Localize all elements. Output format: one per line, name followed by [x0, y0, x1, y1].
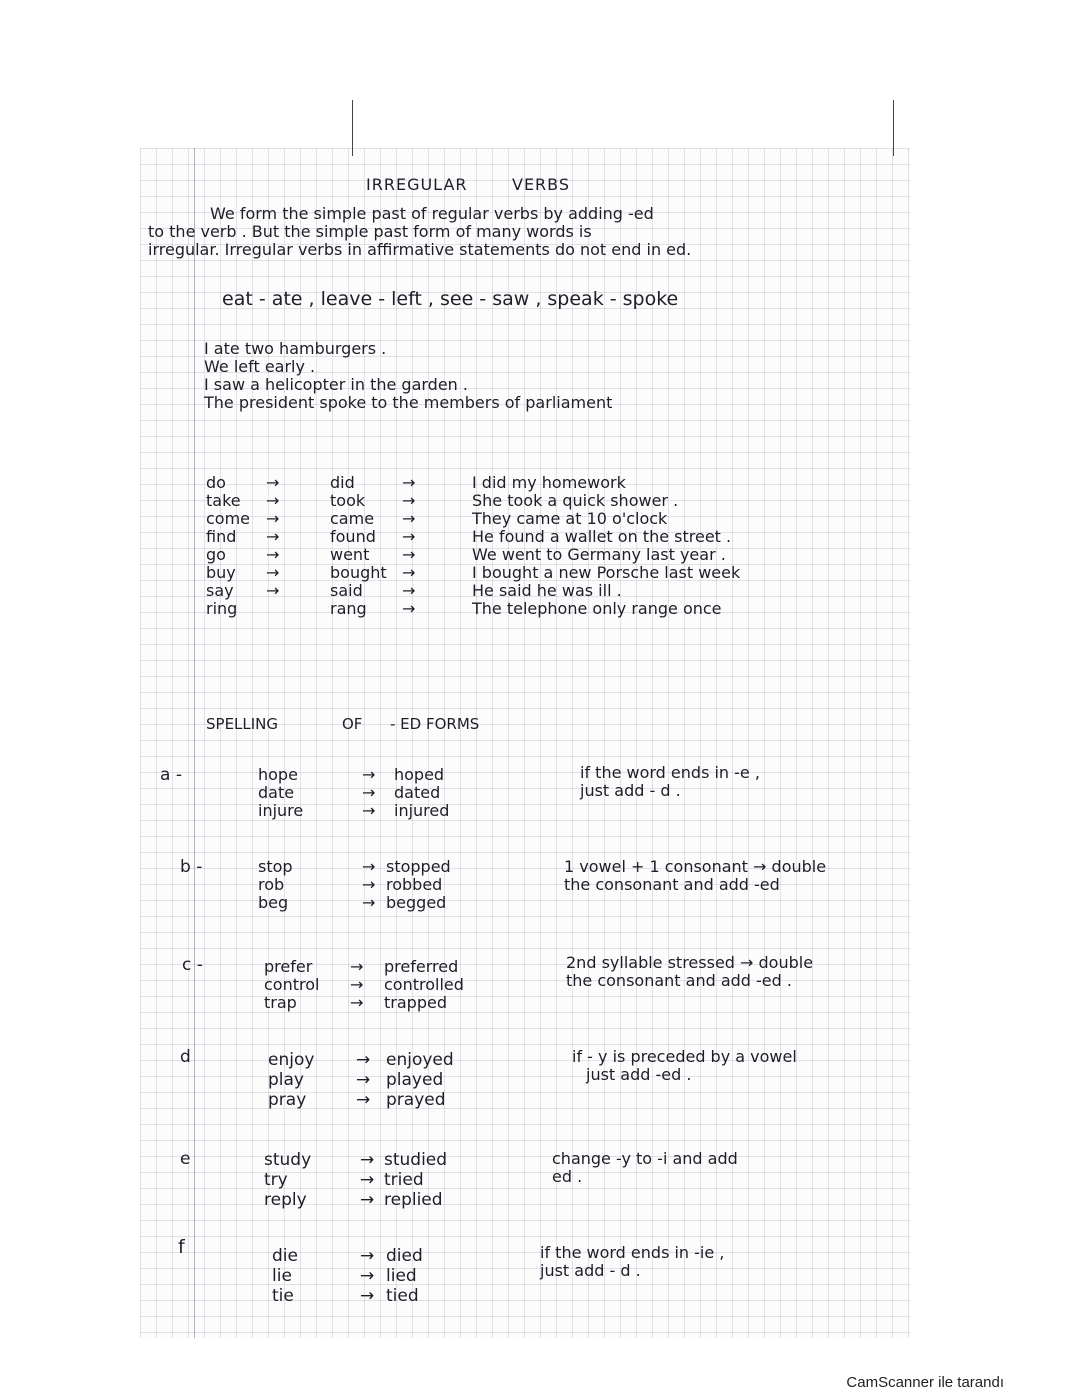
rule-word: preferred: [384, 957, 459, 976]
example-sentences: [204, 340, 612, 412]
arrow-icon: →: [360, 1246, 375, 1266]
verb-sentence: I did my homework: [472, 473, 626, 492]
rule-word: died: [386, 1246, 423, 1266]
arrow-icon: →: [402, 473, 416, 492]
rule-note: if - y is preceded by a vowel: [572, 1047, 797, 1066]
binding-mark-left: [352, 100, 353, 156]
rule-word: tried: [384, 1170, 424, 1190]
rule-word: tied: [386, 1286, 419, 1306]
spelling-heading-word3: - ED FORMS: [390, 715, 480, 733]
rule-word: prayed: [386, 1090, 446, 1110]
title-irregular: IRREGULAR: [366, 175, 468, 194]
verb-past: took: [330, 491, 366, 510]
rule-word: study: [264, 1150, 312, 1170]
arrow-icon: →: [362, 783, 376, 802]
title-verbs: VERBS: [512, 175, 571, 194]
rule-note: if the word ends in -ie ,: [540, 1243, 725, 1262]
rule-word: stopped: [386, 857, 451, 876]
rule-a-note: [580, 764, 760, 800]
example-sentence: I ate two hamburgers .: [204, 339, 387, 358]
intro-paragraph: [148, 205, 691, 259]
arrow-icon: →: [266, 545, 280, 564]
rule-note: just add - d .: [580, 781, 681, 800]
example-sentence: We left early .: [204, 357, 316, 376]
rule-letter: d: [180, 1047, 191, 1067]
arrow-icon: →: [402, 599, 416, 618]
rule-c-base: [264, 958, 319, 1012]
rule-word: injured: [394, 801, 450, 820]
arrow-icon: →: [350, 957, 364, 976]
rule-word: hope: [258, 765, 298, 784]
intro-line: to the verb . But the simple past form of many words is: [148, 222, 592, 241]
rule-f-past: [386, 1246, 423, 1306]
arrow-icon: →: [266, 581, 280, 600]
verb-base-column: [206, 474, 250, 618]
rule-note: change -y to -i and add: [552, 1149, 738, 1168]
rule-b-arrows: [362, 858, 375, 912]
rule-word: enjoyed: [386, 1050, 454, 1070]
rule-word: lie: [272, 1266, 292, 1286]
arrow-icon: →: [266, 473, 280, 492]
rule-letter: f: [178, 1236, 185, 1258]
grid-paper: [140, 148, 910, 1338]
verb-past: did: [330, 473, 355, 492]
rule-e-base: [264, 1150, 311, 1210]
rule-b-base: [258, 858, 293, 912]
verb-sentence-column: [472, 474, 740, 618]
rule-word: try: [264, 1170, 288, 1190]
rule-e-past: [384, 1150, 447, 1210]
example-sentence: I saw a helicopter in the garden .: [204, 375, 468, 394]
verb-past: came: [330, 509, 375, 528]
rule-note: 1 vowel + 1 consonant → double: [564, 857, 827, 876]
examples-line: eat - ate , leave - left , see - saw , speak - spoke: [222, 288, 679, 310]
rule-a-base: [258, 766, 303, 820]
verb-past: said: [330, 581, 363, 600]
rule-letter: b -: [180, 857, 203, 877]
rule-a-arrows: [362, 766, 375, 820]
arrow-icon: →: [360, 1150, 375, 1170]
intro-line: irregular. Irregular verbs in affirmative statements do not end in ed.: [148, 240, 692, 259]
verb-sentence: I bought a new Porsche last week: [472, 563, 741, 582]
arrow-icon: →: [362, 801, 376, 820]
rule-b-past: [386, 858, 451, 912]
verb-base: do: [206, 473, 226, 492]
verb-sentence: We went to Germany last year .: [472, 545, 726, 564]
arrow-icon: →: [402, 527, 416, 546]
rule-word: die: [272, 1246, 298, 1266]
verb-sentence: He said he was ill .: [472, 581, 622, 600]
rule-word: enjoy: [268, 1050, 315, 1070]
rule-c-note: [566, 954, 813, 990]
arrow-icon: →: [362, 875, 376, 894]
verb-base: go: [206, 545, 226, 564]
scanner-watermark: CamScanner ile tarandı: [846, 1374, 1004, 1391]
rule-b-note: [564, 858, 826, 894]
binding-mark-right: [893, 100, 894, 156]
rule-word: played: [386, 1070, 444, 1090]
rule-word: stop: [258, 857, 293, 876]
verb-base: find: [206, 527, 237, 546]
verb-base: come: [206, 509, 251, 528]
arrow-icon: →: [350, 993, 364, 1012]
spelling-heading-word1: SPELLING: [206, 715, 279, 733]
margin-line: [194, 148, 195, 1338]
rule-f-base: [272, 1246, 298, 1306]
rule-word: pray: [268, 1090, 307, 1110]
rule-e-note: [552, 1150, 738, 1186]
arrow-icon: →: [360, 1190, 375, 1210]
rule-word: reply: [264, 1190, 307, 1210]
rule-d-base: [268, 1050, 314, 1110]
verb-base: take: [206, 491, 241, 510]
rule-c-past: [384, 958, 464, 1012]
rule-note: the consonant and add -ed: [564, 875, 780, 894]
verb-base: say: [206, 581, 234, 600]
rule-e-arrows: [360, 1150, 374, 1210]
rule-word: studied: [384, 1150, 448, 1170]
rule-note: 2nd syllable stressed → double: [566, 953, 814, 972]
rule-word: robbed: [386, 875, 443, 894]
rule-word: tie: [272, 1286, 294, 1306]
arrow-icon: →: [402, 545, 416, 564]
verb-past: bought: [330, 563, 387, 582]
arrow-icon: →: [266, 563, 280, 582]
arrow-icon: →: [356, 1050, 371, 1070]
arrow-icon: →: [402, 563, 416, 582]
arrow-icon: →: [356, 1070, 371, 1090]
rule-word: beg: [258, 893, 289, 912]
verb-sentence: The telephone only range once: [472, 599, 722, 618]
rule-letter: a -: [160, 765, 182, 785]
verb-base: buy: [206, 563, 236, 582]
rule-word: begged: [386, 893, 447, 912]
rule-word: lied: [386, 1266, 417, 1286]
arrow-icon: →: [402, 509, 416, 528]
rule-letter: e: [180, 1149, 191, 1169]
rule-d-past: [386, 1050, 454, 1110]
rule-d-note: [572, 1048, 797, 1084]
arrow-icon: →: [266, 491, 280, 510]
rule-note: ed .: [552, 1167, 583, 1186]
arrow-icon: →: [356, 1090, 371, 1110]
arrow-column-1: [266, 474, 279, 600]
example-sentence: The president spoke to the members of parliament: [204, 393, 613, 412]
rule-f-note: [540, 1244, 724, 1280]
intro-line: We form the simple past of regular verbs by adding -ed: [210, 204, 654, 223]
rule-note: the consonant and add -ed .: [566, 971, 792, 990]
rule-word: date: [258, 783, 295, 802]
rule-word: replied: [384, 1190, 443, 1210]
rule-note: just add - d .: [540, 1261, 641, 1280]
rule-a-past: [394, 766, 449, 820]
verb-past: went: [330, 545, 370, 564]
verb-sentence: They came at 10 o'clock: [472, 509, 668, 528]
verb-sentence: He found a wallet on the street .: [472, 527, 732, 546]
rule-word: prefer: [264, 957, 313, 976]
verb-past-column: [330, 474, 387, 618]
rule-note: just add -ed .: [586, 1065, 692, 1084]
rule-word: control: [264, 975, 320, 994]
rule-f-arrows: [360, 1246, 374, 1306]
arrow-icon: →: [266, 527, 280, 546]
rule-note: if the word ends in -e ,: [580, 763, 760, 782]
arrow-icon: →: [350, 975, 364, 994]
rule-word: controlled: [384, 975, 464, 994]
rule-word: hoped: [394, 765, 445, 784]
rule-word: play: [268, 1070, 304, 1090]
verb-past: found: [330, 527, 376, 546]
arrow-icon: →: [402, 491, 416, 510]
arrow-icon: →: [402, 581, 416, 600]
verb-base: ring: [206, 599, 238, 618]
rule-word: trap: [264, 993, 297, 1012]
arrow-icon: →: [360, 1286, 375, 1306]
arrow-icon: →: [362, 765, 376, 784]
arrow-icon: →: [360, 1170, 375, 1190]
rule-d-arrows: [356, 1050, 370, 1110]
arrow-icon: →: [362, 857, 376, 876]
rule-letter: c -: [182, 955, 203, 975]
arrow-icon: →: [362, 893, 376, 912]
arrow-icon: →: [360, 1266, 375, 1286]
rule-word: trapped: [384, 993, 447, 1012]
verb-past: rang: [330, 599, 367, 618]
arrow-icon: →: [266, 509, 280, 528]
rule-c-arrows: [350, 958, 363, 1012]
verb-sentence: She took a quick shower .: [472, 491, 679, 510]
rule-word: injure: [258, 801, 304, 820]
rule-word: rob: [258, 875, 285, 894]
spelling-heading-word2: OF: [342, 715, 363, 733]
rule-word: dated: [394, 783, 441, 802]
arrow-column-2: [402, 474, 415, 618]
